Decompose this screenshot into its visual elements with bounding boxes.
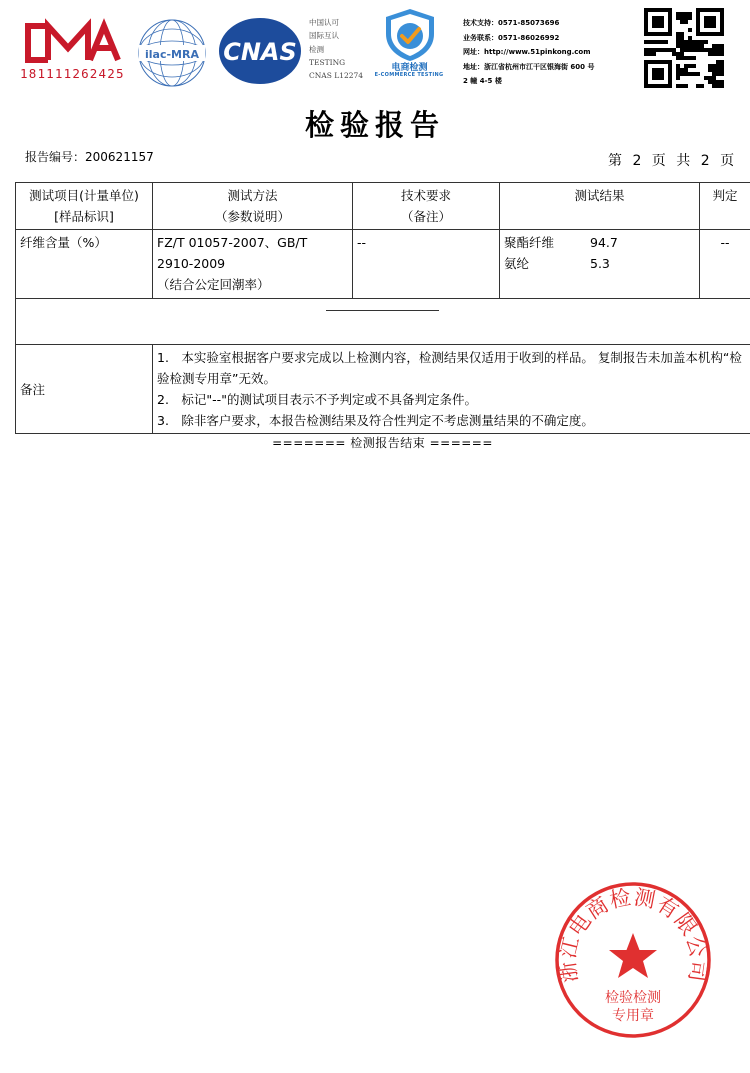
report-end-line: ======= 检测报告结束 ======: [272, 436, 493, 450]
cnas-logo-text: CNAS: [223, 38, 297, 66]
ebiz-shield-logo: [378, 6, 442, 64]
cnas-logo: [217, 16, 303, 86]
cert-line: CNAS L12274: [309, 71, 364, 81]
cert-line: 检测: [309, 44, 324, 54]
seal-line2: 专用章: [612, 1008, 654, 1024]
notes-label: 备注: [16, 345, 153, 434]
cma-logo: [18, 18, 130, 66]
seal-star-icon: [609, 933, 657, 978]
header-result: 测试结果: [500, 183, 700, 230]
notes-content: [153, 345, 750, 434]
contact-info: [463, 16, 633, 89]
note-item: 3. 除非客户要求，本报告检测结果及符合性判定不考虑测量结果的不确定度。: [157, 413, 594, 428]
header-item: 测试项目(计量单位) [样品标识]: [16, 183, 153, 230]
result-line: 聚酯纤维 94.7: [504, 235, 618, 250]
seal-line1: 检验检测: [605, 990, 661, 1006]
ilac-mra-logo: [137, 18, 207, 88]
cell-method: FZ/T 01057-2007、GB/T 2910-2009 （结合公定回潮率）: [153, 230, 353, 299]
cell-item: 纤维含量（%）: [16, 230, 153, 299]
seal-company: 浙江电商检测有限公司: [555, 884, 711, 985]
cell-judge: --: [700, 230, 750, 299]
note-item: 2. 标记"--"的测试项目表示不予判定或不具备判定条件。: [157, 392, 477, 407]
contact-line: 业务联系：0571-86026992: [463, 33, 560, 42]
report-number: 报告编号：200621157: [25, 150, 154, 164]
result-line: 氨纶 5.3: [504, 256, 610, 271]
notes-row: [16, 345, 750, 434]
cert-text: [309, 16, 363, 82]
header-judge: 判定: [700, 183, 750, 230]
contact-line: 网址：http://www.51pinkong.com: [463, 48, 591, 56]
note-item: 1. 本实验室根据客户要求完成以上检测内容，检测结果仅适用于收到的样品。 复制报告未加盖本机构“检验检测专用章”无效。: [157, 350, 742, 386]
ebiz-logo-en: E-COMMERCE TESTING: [374, 72, 444, 78]
header-method: 测试方法 （参数说明）: [153, 183, 353, 230]
company-seal: [553, 880, 713, 1040]
contact-line: 2 幢 4-5 楼: [463, 77, 502, 85]
blank-cell: [16, 299, 750, 345]
divider-line: [326, 310, 439, 311]
cell-requirement: --: [353, 230, 500, 299]
page-indicator: 第 2 页 共 2 页: [608, 153, 738, 169]
cma-number: 181111262425: [20, 66, 125, 81]
cert-line: TESTING: [309, 57, 346, 67]
ebiz-logo-cn: 电商检测: [391, 63, 428, 73]
cell-results: [500, 230, 700, 299]
header-requirement: 技术要求 （备注）: [353, 183, 500, 230]
table-row: [16, 230, 750, 299]
result-table: [15, 182, 750, 434]
cert-line: 国际互认: [309, 31, 339, 41]
ilac-logo-text: ilac-MRA: [145, 48, 199, 61]
cert-line: 中国认可: [309, 18, 339, 27]
contact-line: 技术支持：0571-85073696: [463, 19, 560, 27]
qr-code: [644, 8, 724, 88]
blank-row: [16, 299, 750, 345]
table-header-row: [16, 183, 750, 230]
contact-line: 地址：浙江省杭州市江干区银海街 600 号: [463, 62, 595, 71]
report-title: 检验报告: [304, 108, 445, 142]
